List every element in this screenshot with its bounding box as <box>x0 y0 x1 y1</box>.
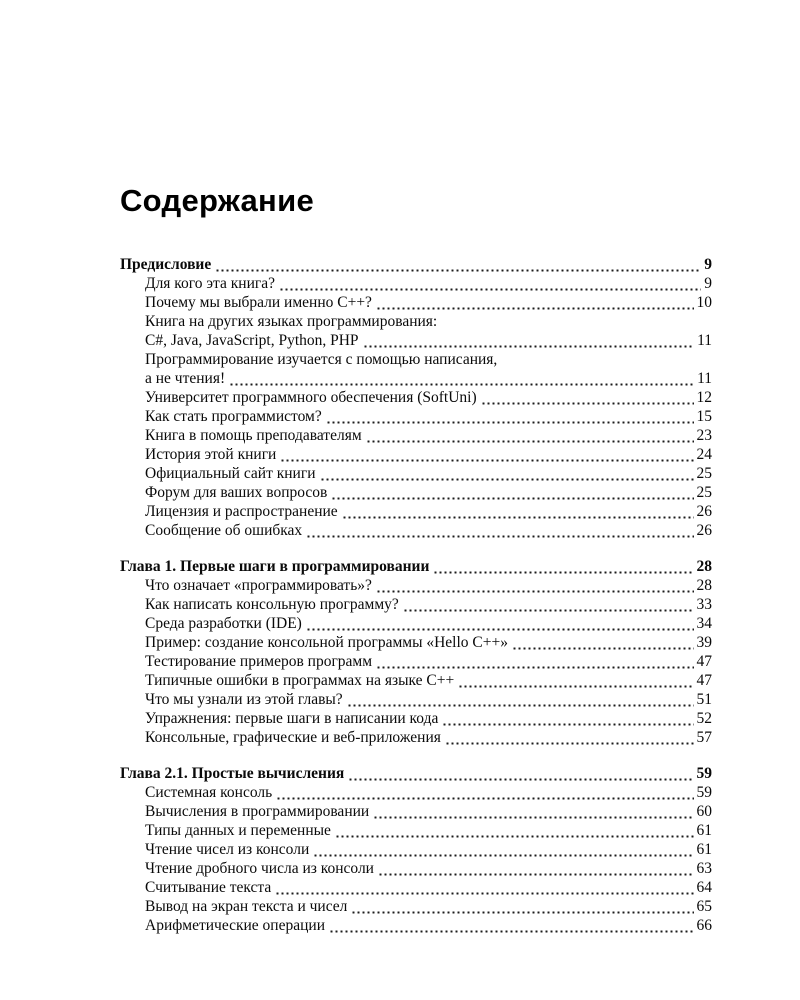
toc-section <box>120 255 712 540</box>
toc-entry-line <box>145 709 712 728</box>
toc-entry-line <box>145 388 712 407</box>
dotted-leader <box>376 652 693 671</box>
dotted-leader <box>275 878 693 897</box>
toc-entry-line <box>145 274 712 293</box>
toc-entry-label: C#, Java, JavaScript, Python, PHP <box>145 332 359 349</box>
dotted-leader <box>433 557 693 576</box>
toc-entry-line <box>145 521 712 540</box>
toc-entry-label: Как написать консольную программу? <box>145 596 399 613</box>
toc-entry <box>120 502 712 521</box>
toc-entry-label: Сообщение об ошибках <box>145 522 303 539</box>
toc-entry-page-number: 26 <box>696 522 712 539</box>
toc-entry-line <box>145 407 712 426</box>
toc-entry-page-number: 52 <box>696 710 712 727</box>
toc-entry <box>120 426 712 445</box>
toc-entry-line <box>145 614 712 633</box>
toc-entry <box>120 783 712 802</box>
toc-entry-label: Системная консоль <box>145 784 273 801</box>
dotted-leader <box>306 521 693 540</box>
dotted-leader <box>347 690 694 709</box>
toc-entry-label: Среда разработки (IDE) <box>145 615 302 632</box>
dotted-leader <box>326 407 694 426</box>
toc-entry-page-number: 64 <box>696 879 712 896</box>
toc-entry-page-number: 28 <box>696 558 712 575</box>
dotted-leader <box>313 840 693 859</box>
dotted-leader <box>279 274 701 293</box>
dotted-leader <box>280 445 693 464</box>
toc-entry-label: Для кого эта книга? <box>145 275 276 292</box>
toc-entry-page-number: 9 <box>704 256 712 273</box>
toc-entry-label: Глава 1. Первые шаги в программировании <box>120 558 430 575</box>
dotted-leader <box>276 783 693 802</box>
dotted-leader <box>331 483 693 502</box>
dotted-leader <box>445 728 694 747</box>
toc-entry-line <box>120 255 712 274</box>
toc-section <box>120 764 712 935</box>
toc-entry-label: Считывание текста <box>145 879 272 896</box>
toc-entry-page-number: 59 <box>696 784 712 801</box>
toc-entry <box>120 878 712 897</box>
toc-entry-line <box>145 897 712 916</box>
toc-entry <box>120 709 712 728</box>
toc-entry-page-number: 59 <box>696 765 712 782</box>
toc-entry <box>120 802 712 821</box>
toc-entry <box>120 728 712 747</box>
toc-entry <box>120 652 712 671</box>
toc-entry-line <box>145 369 712 388</box>
toc-entry-label: Университет программного обеспечения (SoftUni) <box>145 389 477 406</box>
toc-entry <box>120 388 712 407</box>
toc-entry-page-number: 63 <box>696 860 712 877</box>
dotted-leader <box>378 859 694 878</box>
toc-entry <box>120 576 712 595</box>
toc-entry-line <box>145 652 712 671</box>
toc-entry-label: Тестирование примеров программ <box>145 653 373 670</box>
toc-entry-page-number: 23 <box>696 427 712 444</box>
toc-entry <box>120 859 712 878</box>
toc-entry-page-number: 25 <box>696 484 712 501</box>
toc-entry-label: Консольные, графические и веб-приложения <box>145 729 441 746</box>
dotted-leader <box>329 916 694 935</box>
toc-entry-line <box>145 426 712 445</box>
toc-entry-page-number: 39 <box>696 634 712 651</box>
toc-list <box>120 255 712 935</box>
toc-entry-page-number: 47 <box>696 672 712 689</box>
toc-entry-page-number: 10 <box>696 294 712 311</box>
toc-entry-first-line: Книга на других языках программирования: <box>145 313 438 330</box>
dotted-leader <box>215 255 701 274</box>
toc-entry-line <box>145 859 712 878</box>
dotted-leader <box>229 369 694 388</box>
toc-entry-page-number: 47 <box>696 653 712 670</box>
toc-entry-label: Вычисления в программировании <box>145 803 370 820</box>
toc-entry-line <box>145 690 712 709</box>
toc-entry-page-number: 15 <box>696 408 712 425</box>
page-title: Содержание <box>120 183 314 218</box>
toc-entry-line <box>145 331 712 350</box>
toc-entry <box>120 897 712 916</box>
toc-entry-line <box>145 783 712 802</box>
toc-entry <box>120 595 712 614</box>
toc-entry-line <box>145 878 712 897</box>
toc-section-heading <box>120 255 712 274</box>
dotted-leader <box>512 633 694 652</box>
toc-entry-line <box>145 464 712 483</box>
toc-entry-page-number: 60 <box>696 803 712 820</box>
toc-entry-first-line: Программирование изучается с помощью написания, <box>145 351 498 368</box>
toc-entry-page-number: 61 <box>696 841 712 858</box>
toc-entry-page-number: 65 <box>696 898 712 915</box>
toc-entry-page-number: 25 <box>696 465 712 482</box>
toc-entry <box>120 312 712 350</box>
toc-entry-line <box>145 633 712 652</box>
toc-entry-label: Форум для ваших вопросов <box>145 484 328 501</box>
toc-entry-line <box>120 764 712 783</box>
toc-entry-line <box>145 821 712 840</box>
toc-entry-label: Арифметические операции <box>145 917 325 934</box>
toc-entry-page-number: 26 <box>696 503 712 520</box>
toc-entry <box>120 445 712 464</box>
toc-entry-line <box>145 502 712 521</box>
toc-entry-line <box>145 840 712 859</box>
dotted-leader <box>335 821 694 840</box>
toc-entry-label: Книга в помощь преподавателям <box>145 427 362 444</box>
toc-entry-label: История этой книги <box>145 446 277 463</box>
toc-entry <box>120 671 712 690</box>
toc-entry <box>120 633 712 652</box>
dotted-leader <box>442 709 693 728</box>
toc-entry-page-number: 33 <box>696 596 712 613</box>
toc-entry-label: Официальный сайт книги <box>145 465 316 482</box>
toc-entry-page-number: 9 <box>704 275 712 292</box>
toc-entry-line <box>145 728 712 747</box>
toc-entry-label: Что мы узнали из этой главы? <box>145 691 343 708</box>
dotted-leader <box>481 388 694 407</box>
toc-entry-label: Упражнения: первые шаги в написании кода <box>145 710 439 727</box>
toc-entry <box>120 274 712 293</box>
toc-entry-label: Типы данных и переменные <box>145 822 331 839</box>
toc-entry <box>120 464 712 483</box>
toc-entry-page-number: 24 <box>696 446 712 463</box>
toc-entry-label: Что означает «программировать»? <box>145 577 372 594</box>
toc-entry <box>120 821 712 840</box>
dotted-leader <box>363 331 695 350</box>
toc-entry-page-number: 57 <box>696 729 712 746</box>
dotted-leader <box>348 764 693 783</box>
toc-entry <box>120 350 712 388</box>
toc-entry <box>120 293 712 312</box>
toc-section-heading <box>120 557 712 576</box>
toc-entry-label: Как стать программистом? <box>145 408 322 425</box>
toc-entry <box>120 407 712 426</box>
toc-entry-line <box>145 483 712 502</box>
dotted-leader <box>366 426 694 445</box>
toc-entry <box>120 483 712 502</box>
toc-entry-label: Чтение дробного числа из консоли <box>145 860 374 877</box>
toc-entry-line <box>145 595 712 614</box>
toc-section-heading <box>120 764 712 783</box>
toc-entry-page-number: 34 <box>696 615 712 632</box>
toc-entry-line <box>145 445 712 464</box>
toc-section <box>120 557 712 747</box>
toc-entry-line <box>145 916 712 935</box>
toc-entry-line <box>145 802 712 821</box>
toc-entry <box>120 614 712 633</box>
toc-entry-page-number: 66 <box>696 917 712 934</box>
toc-entry <box>120 916 712 935</box>
toc-entry-label: Типичные ошибки в программах на языке C++ <box>145 672 455 689</box>
toc-entry-line <box>145 293 712 312</box>
toc-entry-line <box>120 557 712 576</box>
toc-entry-page-number: 28 <box>696 577 712 594</box>
dotted-leader <box>458 671 693 690</box>
toc-entry-label: Пример: создание консольной программы «Hello C++» <box>145 634 508 651</box>
toc-entry-label: Глава 2.1. Простые вычисления <box>120 765 345 782</box>
toc-entry-line <box>145 576 712 595</box>
toc-entry <box>120 521 712 540</box>
toc-entry-label: а не чтения! <box>145 370 226 387</box>
toc-entry <box>120 690 712 709</box>
toc-entry-page-number: 11 <box>697 370 712 387</box>
dotted-leader <box>376 576 694 595</box>
dotted-leader <box>351 897 693 916</box>
toc-entry-label: Предисловие <box>120 256 212 273</box>
dotted-leader <box>320 464 694 483</box>
toc-entry-label: Чтение чисел из консоли <box>145 841 310 858</box>
dotted-leader <box>306 614 694 633</box>
toc-entry-label: Вывод на экран текста и чисел <box>145 898 348 915</box>
dotted-leader <box>373 802 693 821</box>
toc-entry-page-number: 51 <box>696 691 712 708</box>
toc-entry-page-number: 61 <box>696 822 712 839</box>
dotted-leader <box>342 502 694 521</box>
toc-entry-line <box>145 671 712 690</box>
dotted-leader <box>403 595 694 614</box>
toc-entry-page-number: 12 <box>696 389 712 406</box>
toc-entry-page-number: 11 <box>697 332 712 349</box>
dotted-leader <box>376 293 694 312</box>
toc-entry-label: Лицензия и распространение <box>145 503 338 520</box>
toc-entry-label: Почему мы выбрали именно C++? <box>145 294 372 311</box>
toc-entry <box>120 840 712 859</box>
